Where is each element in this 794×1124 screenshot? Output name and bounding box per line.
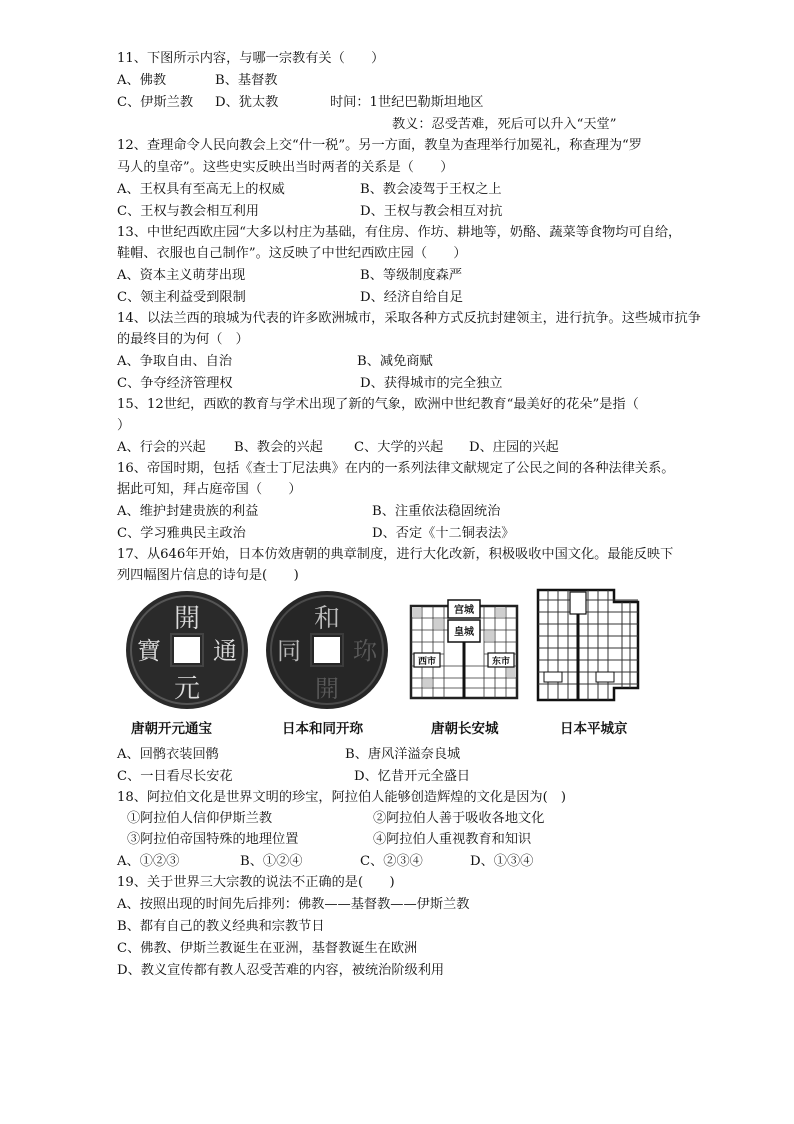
changan-west-market-label: 西市 — [417, 657, 437, 667]
q16-option-b[interactable]: B、注重依法稳固统治 — [372, 504, 501, 519]
q12-option-a[interactable]: A、王权具有至高无上的权威 — [117, 182, 285, 197]
q15-option-b[interactable]: B、教会的兴起 — [234, 440, 323, 455]
q17-option-a[interactable]: A、回鹘衣装回鹘 — [117, 747, 219, 762]
q13-stem-line1: 13、中世纪西欧庄园“大多以村庄为基础，有住房、作坊、耕地等，奶酪、蔬菜等食物均可自给， — [117, 225, 682, 240]
caption-changan-city: 唐朝长安城 — [431, 721, 499, 737]
q18-statement-4: ④阿拉伯人重视教育和知识 — [373, 832, 532, 847]
coin1-char-right: 通 — [213, 637, 237, 665]
q13-option-c[interactable]: C、领主利益受到限制 — [117, 290, 246, 305]
q18-option-d[interactable]: D、①③④ — [470, 854, 534, 869]
q17-option-c[interactable]: C、一日看尽长安花 — [117, 769, 233, 784]
q11-option-c[interactable]: C、伊斯兰教 — [117, 95, 194, 110]
q18-stem: 18、阿拉伯文化是世界文明的珍宝，阿拉伯人能够创造辉煌的文化是因为( ) — [117, 790, 567, 805]
q12-option-d[interactable]: D、王权与教会相互对抗 — [360, 204, 503, 219]
q12-option-c[interactable]: C、王权与教会相互利用 — [117, 204, 259, 219]
q16-option-a[interactable]: A、维护封建贵族的利益 — [117, 504, 259, 519]
caption-heijo-kyo: 日本平城京 — [560, 721, 628, 737]
q14-option-c[interactable]: C、争夺经济管理权 — [117, 376, 233, 391]
heijo-kyo-city-map — [536, 588, 640, 702]
coin2-char-top: 和 — [313, 604, 341, 634]
changan-palace-label: 宫城 — [454, 605, 474, 616]
coin1-char-top: 開 — [173, 604, 201, 634]
q18-option-b[interactable]: B、①②④ — [240, 854, 303, 869]
q11-time-note: 时间：1世纪巴勒斯坦地区 — [330, 95, 484, 110]
coin2-char-right: 珎 — [353, 637, 377, 665]
q19-option-c[interactable]: C、佛教、伊斯兰教诞生在亚洲，基督教诞生在欧洲 — [117, 941, 418, 956]
q11-option-b[interactable]: B、基督教 — [215, 73, 278, 88]
wado-kaichin-coin-image — [264, 589, 390, 711]
q16-stem-line1: 16、帝国时期，包括《查士丁尼法典》在内的一系列法律文献规定了公民之间的各种法律关系。 — [117, 461, 675, 476]
q19-option-b[interactable]: B、都有自己的教义经典和宗教节日 — [117, 919, 325, 934]
q11-doctrine-note: 教义：忍受苦难，死后可以升入“天堂” — [392, 117, 617, 132]
q16-stem-line2: 据此可知，拜占庭帝国（ ） — [117, 482, 302, 497]
q15-stem-line2: ） — [117, 418, 131, 433]
caption-kaiyuan-tongbao: 唐朝开元通宝 — [131, 721, 212, 737]
q14-option-a[interactable]: A、争取自由、自治 — [117, 354, 233, 369]
q14-stem-line1: 14、以法兰西的琅城为代表的许多欧洲城市，采取各种方式反抗封建领主，进行抗争。这些城市抗争 — [117, 311, 701, 326]
q18-option-a[interactable]: A、①②③ — [117, 854, 180, 869]
q17-stem-line1: 17、从646年开始，日本仿效唐朝的典章制度，进行大化改新，积极吸收中国文化。最能反映下 — [117, 547, 674, 562]
coin2-char-bottom: 開 — [315, 675, 339, 703]
q15-option-c[interactable]: C、大学的兴起 — [354, 440, 444, 455]
q14-stem-line2: 的最终目的为何（ ） — [117, 332, 249, 347]
q13-option-b[interactable]: B、等级制度森严 — [360, 268, 463, 283]
q11-option-d[interactable]: D、犹太教 — [215, 95, 279, 110]
kaiyuan-tongbao-coin-image — [124, 589, 250, 711]
changan-east-market-label: 东市 — [491, 657, 511, 667]
q14-option-b[interactable]: B、减免商赋 — [357, 354, 433, 369]
q12-stem-line2: 马人的皇帝”。这些史实反映出当时两者的关系是（ ） — [117, 160, 454, 175]
q18-statement-1: ①阿拉伯人信仰伊斯兰教 — [127, 811, 273, 826]
q16-option-d[interactable]: D、否定《十二铜表法》 — [372, 526, 515, 541]
q11-option-a[interactable]: A、佛教 — [117, 73, 167, 88]
q14-option-d[interactable]: D、获得城市的完全独立 — [360, 376, 503, 391]
q17-option-d[interactable]: D、忆昔开元全盛日 — [354, 769, 471, 784]
q19-stem: 19、关于世界三大宗教的说法不正确的是( ) — [117, 875, 395, 890]
coin1-char-left: 寶 — [137, 637, 161, 665]
coin1-char-bottom: 元 — [173, 674, 201, 704]
q17-option-b[interactable]: B、唐风洋溢奈良城 — [345, 747, 461, 762]
q15-stem-line1: 15、12世纪，西欧的教育与学术出现了新的气象，欧洲中世纪教育“最美好的花朵”是指（ — [117, 397, 639, 412]
changan-imperial-city-label: 皇城 — [454, 627, 474, 638]
q19-option-d[interactable]: D、教义宣传都有教人忍受苦难的内容，被统治阶级利用 — [117, 963, 445, 978]
q18-statement-2: ②阿拉伯人善于吸收各地文化 — [373, 811, 545, 826]
q11-stem: 11、下图所示内容，与哪一宗教有关（ ） — [117, 51, 385, 66]
q16-option-c[interactable]: C、学习雅典民主政治 — [117, 526, 246, 541]
q19-option-a[interactable]: A、按照出现的时间先后排列：佛教——基督教——伊斯兰教 — [117, 897, 470, 912]
tang-changan-city-map — [408, 598, 520, 702]
q15-option-a[interactable]: A、行会的兴起 — [117, 440, 206, 455]
caption-wado-kaichin: 日本和同开珎 — [282, 721, 363, 737]
q12-option-b[interactable]: B、教会凌驾于王权之上 — [360, 182, 502, 197]
q18-option-c[interactable]: C、②③④ — [360, 854, 423, 869]
coin2-char-left: 同 — [277, 637, 301, 665]
q15-option-d[interactable]: D、庄园的兴起 — [469, 440, 559, 455]
q17-stem-line2: 列四幅图片信息的诗句是( ) — [117, 568, 299, 583]
q13-option-a[interactable]: A、资本主义萌芽出现 — [117, 268, 246, 283]
q13-option-d[interactable]: D、经济自给自足 — [360, 290, 463, 305]
q13-stem-line2: 鞋帽、衣服也自己制作”。这反映了中世纪西欧庄园（ ） — [117, 246, 467, 261]
q12-stem-line1: 12、查理命令人民向教会上交“什一税”。另一方面，教皇为查理举行加冕礼，称查理为“罗 — [117, 138, 642, 153]
q18-statement-3: ③阿拉伯帝国特殊的地理位置 — [127, 832, 299, 847]
